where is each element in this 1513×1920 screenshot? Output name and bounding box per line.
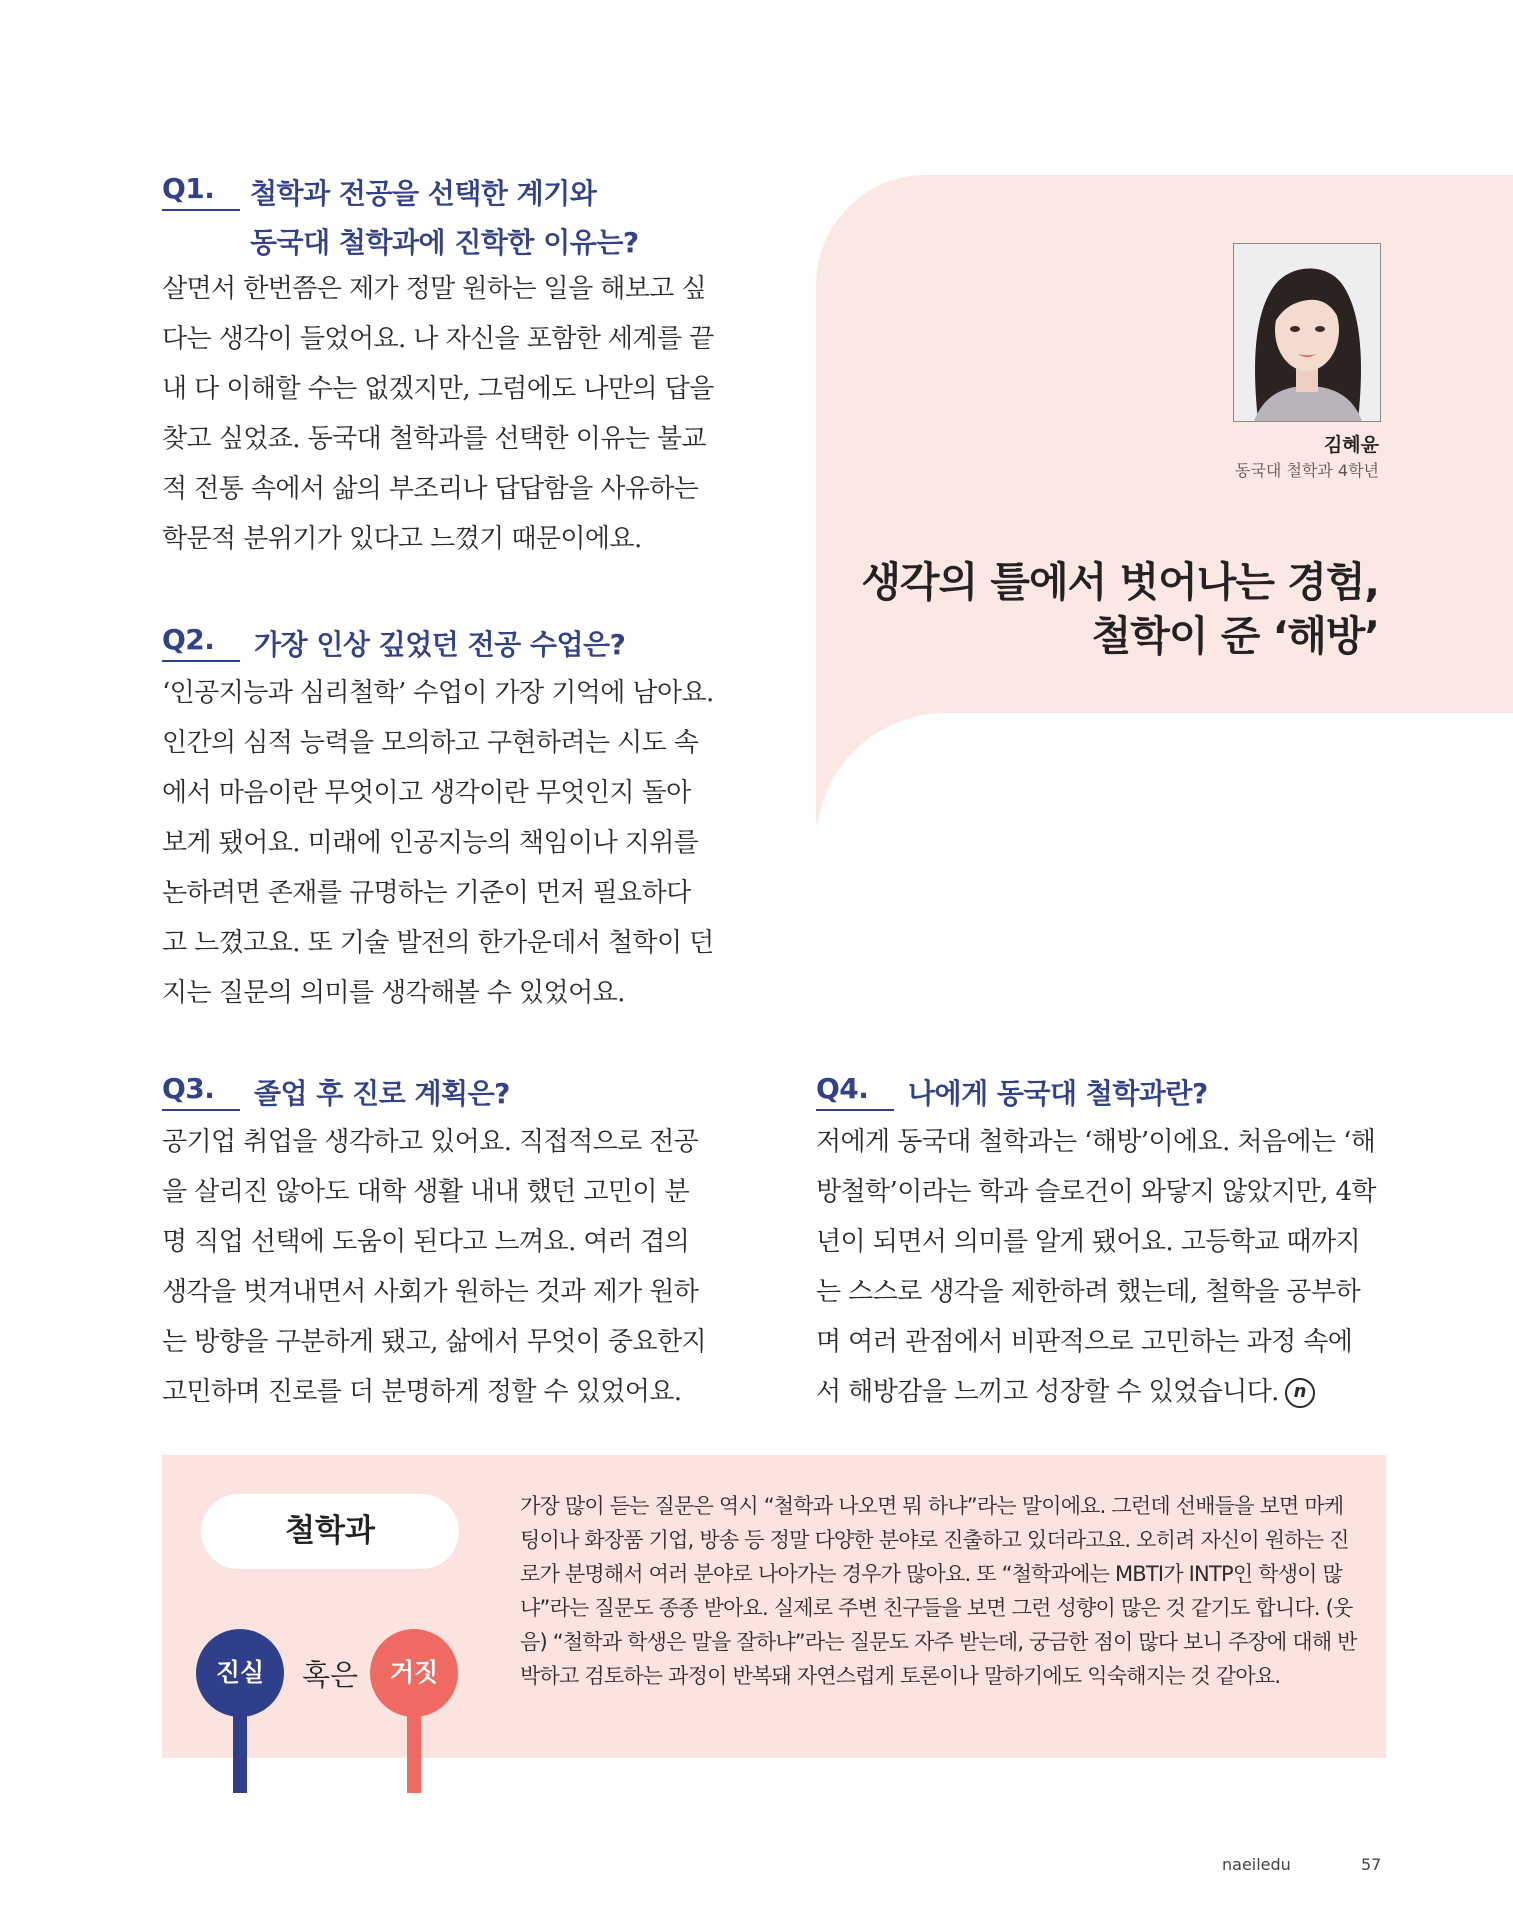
truth-or-false-box (162, 1455, 1386, 1758)
false-pin-stem (407, 1709, 421, 1793)
q4-answer (816, 1117, 1386, 1417)
q1-answer-line: 살면서 한번쯤은 제가 정말 원하는 일을 해보고 싶 (162, 274, 706, 304)
profile-dept: 동국대 철학과 4학년 (1235, 461, 1379, 480)
headline-line2: 철학이 준 ‘해방’ (1091, 612, 1379, 660)
dept-pill: 철학과 (201, 1494, 459, 1569)
q1-answer-line: 찾고 싶었죠. 동국대 철학과를 선택한 이유는 불교 (162, 424, 706, 454)
q2-answer-line: 인간의 심적 능력을 모의하고 구현하려는 시도 속 (162, 728, 699, 758)
q1-heading (162, 172, 862, 262)
q4-title: 나에게 동국대 철학과란? (908, 1077, 1208, 1110)
q3-heading (162, 1072, 862, 1117)
q3-answer-line: 을 살리진 않아도 대학 생활 내내 했던 고민이 분 (162, 1177, 690, 1207)
q2-number: Q2. (162, 623, 240, 662)
or-label: 혹은 (302, 1658, 359, 1692)
q2-answer-line: 고 느꼈고요. 또 기술 발전의 한가운데서 철학이 던 (162, 928, 714, 958)
q4-answer-last-line (816, 1367, 1386, 1417)
q2-answer-line: 지는 질문의 의미를 생각해볼 수 있었어요. (162, 978, 625, 1008)
q4-answer-line: 는 스스로 생각을 제한하려 했는데, 철학을 공부하 (816, 1277, 1360, 1307)
q1-number: Q1. (162, 172, 240, 211)
profile-name: 김혜윤 (1323, 434, 1379, 456)
q3-answer (162, 1117, 732, 1417)
false-pin-head: 거짓 (370, 1629, 458, 1717)
q1-answer (162, 264, 732, 564)
q3-answer-line: 고민하며 진로를 더 분명하게 정할 수 있었어요. (162, 1377, 682, 1407)
q4-answer-line: 저에게 동국대 철학과는 ‘해방’이에요. 처음에는 ‘해 (816, 1127, 1376, 1157)
q2-heading (162, 623, 862, 668)
truth-box-text: 가장 많이 듣는 질문은 역시 “철학과 나오면 뭐 하냐”라는 말이에요. 그런데 선배들을 보면 마케팅이나 화장품 기업, 방송 등 정말 다양한 분야로 진출하고 있더라고요. 오히려 자신이 원하는 진로가 분명해서 여러 분야로 나아가는 경우가 많아요. 또 “철학과에는 MBTI가 INTP인 학생이 많냐”라는 질문도 종종 받아요. 실제로 주변 친구들을 보면 그런 성향이 많은 것 같기도 합니다. (웃음) “철학과 학생은 말을 잘하냐”라는 질문도 자주 받는데, 궁금한 점이 많다 보니 주장에 대해 반박하고 검토하는 과정이 반복돼 자연스럽게 토론이나 말하기에도 익숙해지는 것 같아요. (520, 1494, 1357, 1688)
q1-answer-line: 학문적 분위기가 있다고 느꼈기 때문이에요. (162, 524, 642, 554)
q2-answer-line: 보게 됐어요. 미래에 인공지능의 책임이나 지위를 (162, 828, 699, 858)
q1-answer-line: 내 다 이해할 수는 없겠지만, 그럼에도 나만의 답을 (162, 374, 714, 404)
q2-answer (162, 668, 732, 1018)
q4-answer-line: 며 여러 관점에서 비판적으로 고민하는 과정 속에 (816, 1327, 1353, 1357)
q4-number: Q4. (816, 1072, 894, 1111)
profile-photo (1233, 243, 1381, 422)
q1-answer-line: 다는 생각이 들었어요. 나 자신을 포함한 세계를 끝 (162, 324, 714, 354)
end-mark-icon: n (1285, 1378, 1315, 1408)
q2-answer-line: ‘인공지능과 심리철학’ 수업이 가장 기억에 남아요. (162, 678, 714, 708)
footer-brand: naeiledu (1222, 1855, 1291, 1874)
q3-title: 졸업 후 진로 계획은? (254, 1077, 510, 1110)
portrait-icon (1234, 244, 1380, 421)
q4-heading (816, 1072, 1416, 1117)
q1-title-line2: 동국대 철학과에 진학한 이유는? (250, 226, 639, 259)
q2-answer-line: 논하려면 존재를 규명하는 기준이 먼저 필요하다 (162, 878, 691, 908)
page-number: 57 (1361, 1855, 1382, 1874)
q3-number: Q3. (162, 1072, 240, 1111)
truth-pin-head: 진실 (196, 1629, 284, 1717)
headline-line1: 생각의 틀에서 벗어나는 경험, (861, 558, 1379, 606)
headline (861, 555, 1379, 663)
q3-answer-line: 명 직업 선택에 도움이 된다고 느껴요. 여러 겹의 (162, 1227, 690, 1257)
q3-answer-line: 는 방향을 구분하게 됐고, 삶에서 무엇이 중요한지 (162, 1327, 706, 1357)
q4-answer-line: 년이 되면서 의미를 알게 됐어요. 고등학교 때까지 (816, 1227, 1360, 1257)
q3-answer-line: 생각을 벗겨내면서 사회가 원하는 것과 제가 원하 (162, 1277, 699, 1307)
q4-answer-line: 서 해방감을 느끼고 성장할 수 있었습니다. (816, 1377, 1279, 1407)
truth-pin-stem (233, 1709, 247, 1793)
q4-answer-line: 방철학’이라는 학과 슬로건이 와닿지 않았지만, 4학 (816, 1177, 1376, 1207)
q2-answer-line: 에서 마음이란 무엇이고 생각이란 무엇인지 돌아 (162, 778, 691, 808)
q2-title: 가장 인상 깊었던 전공 수업은? (254, 628, 626, 661)
q1-title-line1: 철학과 전공을 선택한 계기와 (250, 177, 597, 210)
q3-answer-line: 공기업 취업을 생각하고 있어요. 직접적으로 전공 (162, 1127, 699, 1157)
q1-answer-line: 적 전통 속에서 삶의 부조리나 답답함을 사유하는 (162, 474, 699, 504)
